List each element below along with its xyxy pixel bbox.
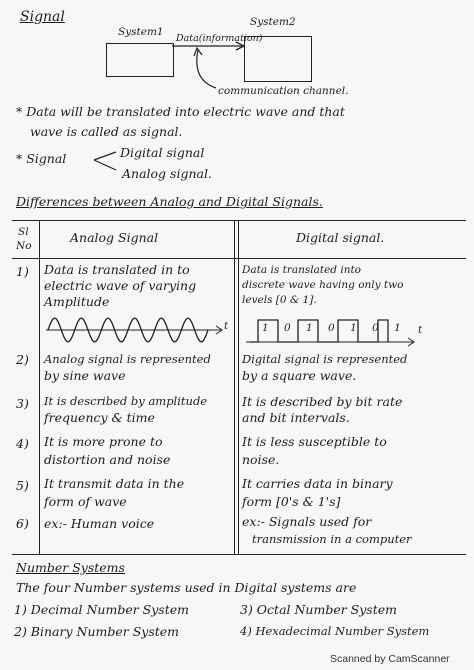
row-3-analog-line-2: frequency & time [44,410,155,425]
row-4-digital-line-1: It is less susceptible to [242,434,387,449]
row-1-analog-line-3: Amplitude [44,294,110,309]
table-col-divider-2 [234,220,235,554]
differences-heading: Differences between Analog and Digital Signals. [16,194,323,209]
col-sl: Sl [18,226,29,238]
row-4-number: 4) [16,436,29,451]
col-no: No [16,240,32,252]
row-4-analog-line-1: It is more prone to [44,434,163,449]
row-3-analog-line-1: It is described by amplitude [44,394,208,408]
col-digital-header: Digital signal. [296,230,385,245]
number-system-item-3: 3) Octal Number System [240,602,398,617]
table-col-divider-3 [238,220,239,554]
row-1-digital-line-1: Data is translated into [242,264,362,276]
square-axis-t: t [418,324,423,336]
row-3-digital-line-2: and bit intervals. [242,410,350,425]
channel-label: communication channel. [218,85,349,97]
row-4-digital-line-2: noise. [242,452,280,467]
row-1-digital-line-3: levels [0 & 1]. [242,294,317,306]
row-1-number: 1) [16,264,29,279]
branch-arrows [92,148,122,178]
sine-axis-t: t [224,320,229,332]
table-top-border [12,220,466,221]
digital-signal-label: Digital signal [120,145,205,160]
row-3-number: 3) [16,396,29,411]
number-system-item-1: 1) Decimal Number System [14,602,189,617]
system1-box [106,43,174,77]
system2-label: System2 [250,16,296,28]
row-4-analog-line-2: distortion and noise [44,452,171,467]
row-2-digital-line-1: Digital signal is represented [242,352,408,366]
row-5-analog-line-2: form of wave [44,494,127,509]
row-1-digital-line-2: discrete wave having only two [242,279,404,291]
number-system-item-4: 4) Hexadecimal Number System [240,624,430,638]
number-systems-heading: Number Systems [16,560,125,575]
row-2-analog-line-2: by sine wave [44,368,126,383]
note-line-2: wave is called as signal. [30,124,183,139]
square-wave-bits: 1 0 1 0 1 0 1 [262,322,407,334]
scanner-watermark: Scanned by CamScanner [330,653,450,665]
note-line-1: * Data will be translated into electric wave and that [16,104,345,119]
row-2-digital-line-2: by a square wave. [242,368,357,383]
row-6-analog-line-1: ex:- Human voice [44,516,155,531]
page-title: Signal [20,9,65,25]
row-1-analog-line-2: electric wave of varying [44,278,197,293]
row-6-digital-line-1: ex:- Signals used for [242,514,372,529]
row-5-analog-line-1: It transmit data in the [44,476,185,491]
row-6-number: 6) [16,516,29,531]
number-system-item-2: 2) Binary Number System [14,624,180,639]
sine-wave [44,312,234,348]
col-analog-header: Analog Signal [70,230,159,245]
system1-label: System1 [118,26,164,38]
row-6-digital-line-2: transmission in a computer [252,532,412,546]
signal-label: * Signal [16,151,67,166]
table-header-border [12,258,466,259]
row-3-digital-line-1: It is described by bit rate [242,394,403,409]
row-5-number: 5) [16,478,29,493]
row-5-digital-line-2: form [0's & 1's] [242,494,341,509]
row-2-number: 2) [16,352,29,367]
number-systems-intro: The four Number systems used in Digital systems are [16,580,357,595]
row-2-analog-line-1: Analog signal is represented [44,352,211,366]
table-col-divider-1 [39,220,40,554]
data-label: Data(information) [176,33,263,44]
row-1-analog-line-1: Data is translated in to [44,262,190,277]
analog-signal-label: Analog signal. [122,166,212,181]
table-bottom-border [12,554,466,555]
row-5-digital-line-1: It carries data in binary [242,476,393,491]
